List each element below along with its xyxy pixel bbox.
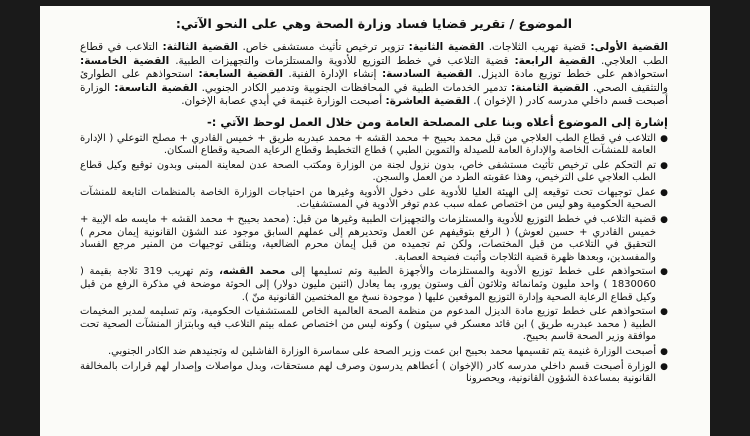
list-item-bold: محمد القشه، — [219, 266, 286, 278]
list-item-text: التلاعب في قطاع الطب العلاجي من قبل محمد بحيبح + محمد القشه + محمد عبدربه طريق + خميس القادري + مصلح التوعلي ( الإدارة العامة للمنشآت الخاصة والإدارة العامة للصيدلة والتموين الطبي ) قطاع التخطيط وقطاع الرعاية الصحية وقطاع السكان. — [80, 132, 656, 157]
list-item-text: استحواذهم على خطط توزيع مادة الديزل المدعوم من منظمة الصحة العالمية الخاص للمستشفيات الحكومية، وتم تسليمه لمدير المخيمات الطبية ( محمد عبدربه طريق ) ابن قائد معسكر في سيئون ) وكونه ليس من اختصاص عمله بيتم التلاعب فيه وبابتزاز المنشآت الصحية تحت موافقة وزير الصحة قاسم بحيبح. — [80, 306, 656, 343]
issue-9-label: القضية التاسعة: — [114, 81, 198, 94]
bullet-icon: ● — [660, 133, 668, 144]
document-page — [40, 6, 710, 436]
bullet-icon: ● — [660, 187, 668, 198]
document-content — [80, 16, 668, 388]
list-item — [80, 361, 668, 386]
issue-2-text: تزوير ترخيص تأثيث مستشفى خاص. — [242, 41, 405, 53]
issue-9-text: الوزارة أصبحت قسم داخلي مدرسه كادر ( الإخوان ). — [80, 81, 668, 107]
bullet-icon: ● — [660, 267, 668, 278]
issue-5-text: استحواذهم على خطط توزيع مادة الديزل. — [477, 68, 669, 80]
list-item — [80, 306, 668, 344]
issue-4-text: قضية التلاعب في خطط التوزيع للأدوية والمستلزمات والتجهيزات الطبية. — [175, 54, 509, 67]
bullet-icon: ● — [660, 361, 668, 372]
issue-8-text: تدمير الخدمات الطبية في المحافظات الجنوبية وتدمير الكادر الجنوبي. — [201, 81, 507, 94]
bullet-icon: ● — [660, 347, 668, 357]
issue-3-label: القضية الثالثة: — [162, 41, 239, 53]
list-item — [80, 160, 668, 185]
list-item — [80, 133, 668, 158]
document-subject: الموضوع / تقرير قضايا فساد وزارة الصحة وهي على النحو الآتي: — [175, 16, 573, 31]
section-title: إشارة إلى الموضوع أعلاه وبنا على المصلحة العامة ومن خلال العمل لوحظ الآتي :- — [207, 114, 668, 129]
issue-10-label: القضية العاشرة: — [385, 95, 470, 107]
list-item-text: الوزارة أصبحت قسم داخلي مدرسه كادر (الإخوان ) أعطاهم يدرسون وصرف لهم مستحقات، وبدل مواصلات وإصدار لهم قرارات بالمخالفة القانونية بمساعدة الشؤون القانونية، ويحصرونا — [80, 360, 656, 385]
issues-paragraph — [80, 41, 668, 109]
list-item-text: أصبحت الوزارة غنيمة يتم تقسيمها محمد بحيبح ابن عمت وزير الصحة على سماسرة الوزارة الفاشلين له وتجنيدهم ضد الكادر الجنوبي. — [107, 346, 656, 357]
issue-3-text: التلاعب في قطاع الطب العلاجي. — [80, 41, 669, 67]
bullet-icon: ● — [660, 307, 668, 318]
issue-6-label: القضية السادسة: — [381, 68, 473, 80]
issue-1-label: القضية الأولى: — [590, 41, 669, 53]
issue-1-text: قضية تهريب الثلاجات. — [488, 41, 586, 53]
issue-10-text: أصبحت الوزارة غنيمة في أيدي عصابة الإخوان. — [181, 95, 383, 107]
list-item-text: تم التحكم على ترخيص تأثيث مستشفى خاص، بدون نزول لجنة من الوزارة ومكتب الصحة عدن لمعاينة المبنى وبدون توقيع وكيل قطاع الطب العلاجي على الترخيص، وهذا عقوبته الطرد من العمل والسجن. — [80, 159, 656, 184]
issue-7-text: استحواذهم على الطوارئ والتثقيف الصحي. — [80, 68, 668, 94]
issue-4-label: القضية الرابعة: — [514, 54, 595, 67]
list-item-text-after: وتم تهريب 319 ثلاجة بقيمة ( 1830060 ) واحد مليون وثمانمائة وثلاثون ألف وستون يورو، يما يعادل (اثنين مليون دولار) إلى الحوثة موضحة في مذكرة الرفع من قبل وكيل قطاع الرعاية الصحية وإدارة التوزيع الموقعين عليها ( موجودة نسخ مع المختصين القانونية منّ ). — [80, 266, 656, 303]
list-item — [80, 187, 668, 212]
issue-6-text: إنشاء الإدارة الفنية. — [288, 68, 377, 80]
bullet-icon: ● — [660, 160, 668, 171]
issue-2-label: القضية الثانية: — [408, 41, 485, 53]
findings-list — [80, 133, 668, 386]
list-item-text: عمل توجيهات تحت توقيعه إلى الهيئة العليا للأدوية على دخول الأدوية وغيرها من احتياجات الوزارة الخاصة بالمنظمات التابعة للمنشآت الصحية الحكومية وهو ليس من اختصاص عمله سبب عدم توفر الأدوية في المستشفيات. — [80, 186, 656, 211]
issue-5-label: القضية الخامسة: — [80, 54, 170, 67]
list-item — [80, 346, 668, 359]
list-item-text: استحواذهم على خطط توزيع الأدوية والمستلزمات والأجهزة الطبية وتم تسليمها إلى — [291, 266, 657, 278]
issue-8-label: القضية الثامنة: — [511, 81, 589, 94]
bullet-icon: ● — [660, 215, 668, 226]
list-item — [80, 214, 668, 264]
issue-7-label: القضية السابعة: — [198, 68, 283, 80]
list-item-text: قضية التلاعب في خطط التوزيع للأدوية والمستلزمات والتجهيزات الطبية وغيرها من قبل: (محمد بحيبح + محمد القشه + مايسه طه الإبية + خميس القادري + حسين لعوش) ( الرفع بتوقيفهم عن العمل وتحديرهم إلى عملهم السابق موجود عند الشؤن القانونية إيمان محرم ) التحقيق في التلاعب من قبل المختصات، ولكن تم تجميده من قبل إيمان محرم الضالعية، وبتلقى توجيهات من المنير مرجع الفساد والمفسدين، وبعدها ظهرة قضية الثلاجات وأثبت فضيحة العصابة. — [80, 214, 656, 263]
list-item — [80, 266, 668, 304]
